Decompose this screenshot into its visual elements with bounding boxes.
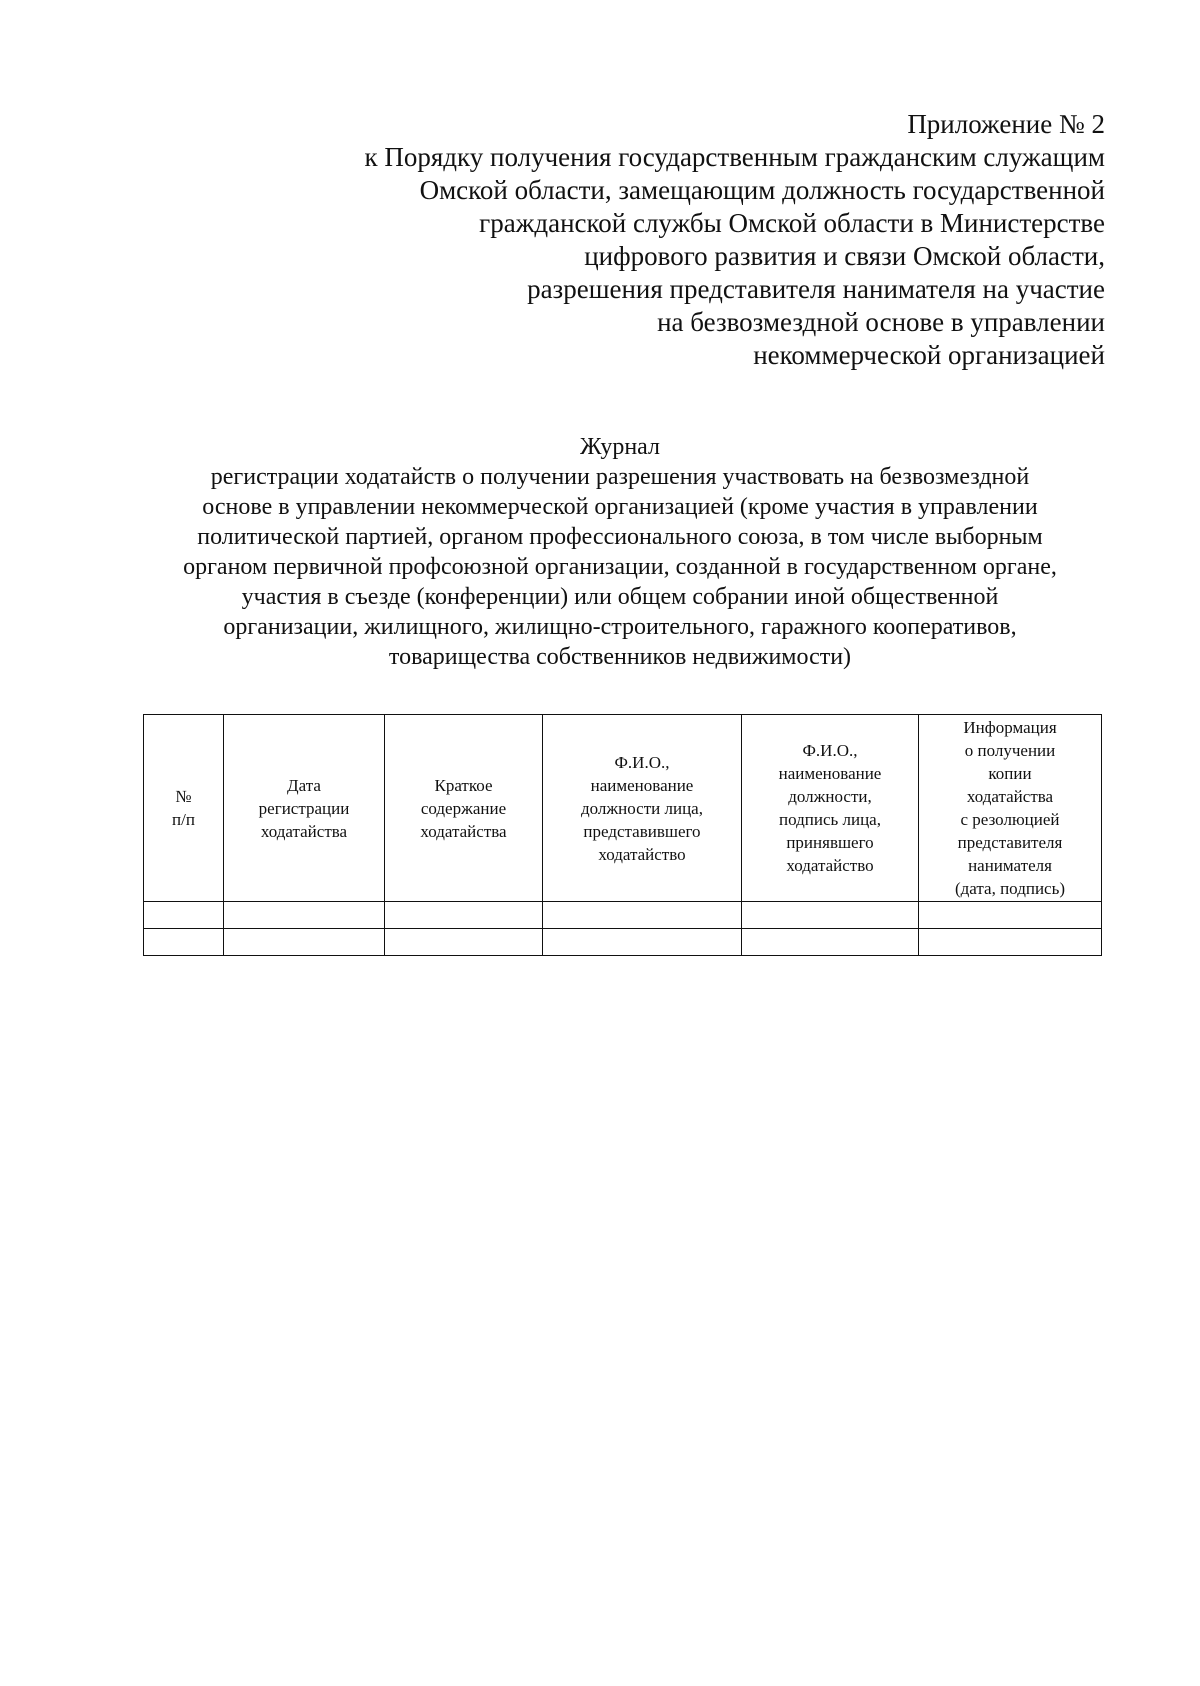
table-cell	[543, 902, 742, 929]
appendix-line: цифрового развития и связи Омской области,	[584, 241, 1105, 271]
table-row	[144, 929, 1102, 956]
appendix-line: Приложение № 2	[907, 109, 1105, 139]
registration-table	[143, 714, 1102, 956]
header-line: подпись лица,	[779, 810, 881, 829]
table-cell	[224, 929, 385, 956]
appendix-line: некоммерческой организацией	[753, 340, 1105, 370]
header-line: ходатайства	[420, 821, 507, 841]
table-header-row	[144, 715, 1102, 902]
journal-subtitle-line: основе в управлении некоммерческой организацией (кроме участия в управлении	[202, 494, 1038, 520]
header-number	[144, 715, 224, 902]
header-line: п/п	[172, 810, 195, 829]
header-line: содержание	[420, 798, 507, 818]
appendix-block	[365, 108, 1106, 372]
header-line: Краткое	[434, 775, 493, 795]
header-line: о получении	[964, 741, 1056, 760]
table-cell	[144, 902, 224, 929]
journal-subtitle-line: товарищества собственников недвижимости)	[388, 644, 852, 670]
header-line: представителя	[957, 833, 1063, 852]
journal-title: Журнал	[579, 434, 660, 460]
table-cell	[543, 929, 742, 956]
table-cell	[919, 902, 1102, 929]
header-line: копии	[988, 764, 1032, 783]
journal-subtitle-line: органом первичной профсоюзной организации, созданной в государственном органе,	[183, 554, 1057, 580]
journal-subtitle-line: организации, жилищного, жилищно-строительного, гаражного кооперативов,	[223, 614, 1017, 640]
header-line: принявшего	[786, 833, 874, 852]
header-line: Ф.И.О.,	[614, 752, 670, 772]
header-line: должности,	[788, 787, 872, 806]
header-line: ходатайство	[598, 844, 686, 864]
table-cell	[385, 902, 543, 929]
header-line: (дата, подпись)	[954, 879, 1065, 898]
header-line: нанимателя	[968, 856, 1052, 875]
table-cell	[742, 929, 919, 956]
header-line: ходатайство	[786, 856, 874, 875]
journal-subtitle-line: регистрации ходатайств о получении разрешения участвовать на безвозмездной	[210, 464, 1030, 490]
table-row	[144, 902, 1102, 929]
table-cell	[385, 929, 543, 956]
header-line: Информация	[963, 718, 1057, 737]
header-line: должности лица,	[581, 798, 703, 818]
header-line: Дата	[287, 775, 321, 795]
header-registration-date	[224, 715, 385, 902]
header-line: Ф.И.О.,	[802, 741, 858, 760]
header-copy-info	[919, 715, 1102, 902]
header-line: наименование	[778, 764, 882, 783]
header-line: представившего	[583, 821, 701, 841]
table-cell	[144, 929, 224, 956]
appendix-line: к Порядку получения государственным гражданским служащим	[364, 142, 1105, 172]
header-line: ходатайства	[966, 787, 1054, 806]
journal-subtitle-line: участия в съезде (конференции) или общем собрании иной общественной	[241, 584, 999, 610]
appendix-line: гражданской службы Омской области в Министерстве	[479, 208, 1105, 238]
table-cell	[742, 902, 919, 929]
header-line: регистрации	[258, 798, 350, 818]
journal-subtitle-line: политической партией, органом профессионального союза, в том числе выборным	[197, 524, 1043, 550]
table-cell	[919, 929, 1102, 956]
header-submitter	[543, 715, 742, 902]
header-line: ходатайства	[260, 821, 348, 841]
header-line: №	[175, 787, 192, 806]
header-line: с резолюцией	[960, 810, 1060, 829]
appendix-line: разрешения представителя нанимателя на участие	[527, 274, 1105, 304]
header-summary	[385, 715, 543, 902]
table-cell	[224, 902, 385, 929]
header-receiver	[742, 715, 919, 902]
journal-heading	[120, 432, 1120, 672]
header-line: наименование	[590, 775, 694, 795]
appendix-line: на безвозмездной основе в управлении	[657, 307, 1105, 337]
appendix-line: Омской области, замещающим должность государственной	[419, 175, 1105, 205]
